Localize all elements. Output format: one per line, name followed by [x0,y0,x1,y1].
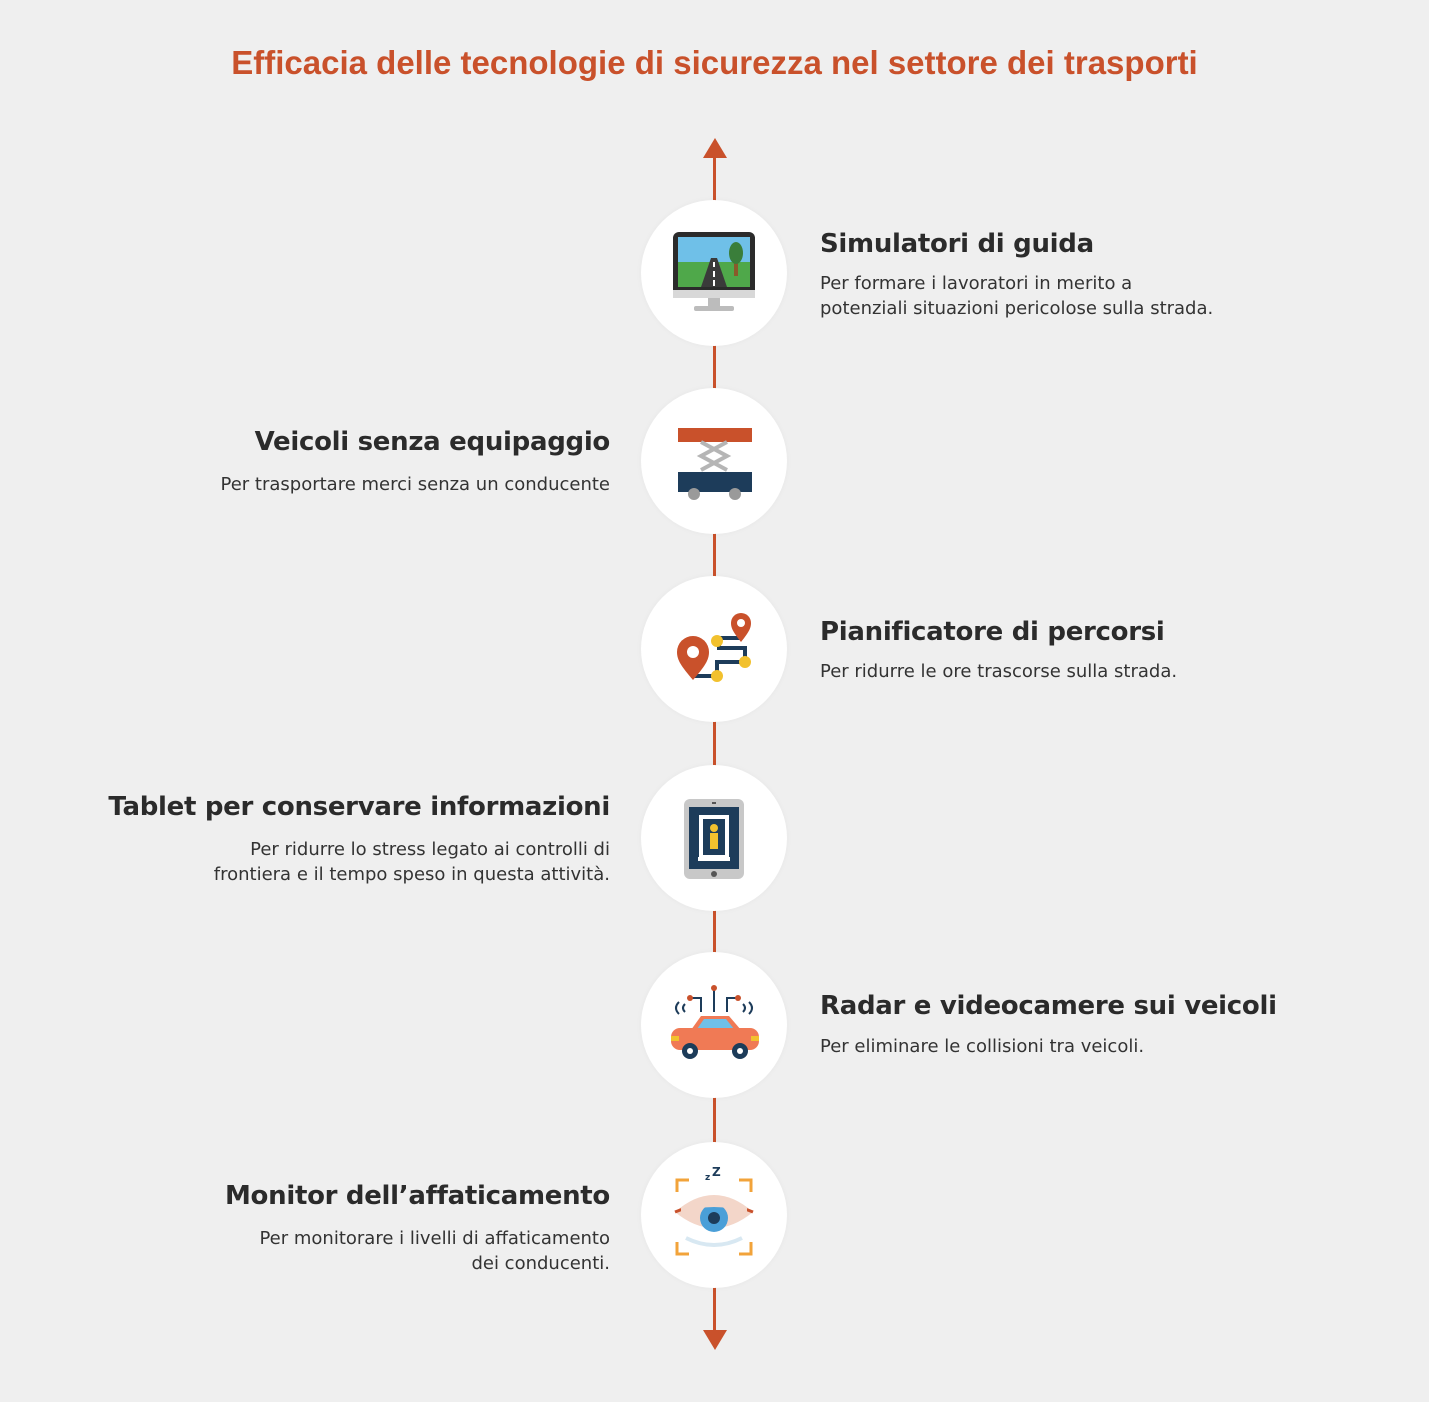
node-unmanned-vehicle [641,388,787,534]
item-description-line: frontiera e il tempo speso in questa attività. [213,864,610,885]
node-driving-simulator [641,200,787,346]
arrow-down-icon [703,1330,727,1350]
item-description-line: Per eliminare le collisioni tra veicoli. [820,1036,1145,1057]
node-fatigue-monitor [641,1142,787,1288]
unmanned-scissor-lift-vehicle-icon [641,388,787,534]
item-description [221,472,611,497]
route-planner-map-pins-icon [641,576,787,722]
node-route-planner [641,576,787,722]
svg-text:z: z [705,1173,711,1183]
item-description-line: Per trasportare merci senza un conducente [220,474,610,495]
sleepy-eye-fatigue-icon [641,1142,787,1288]
car-radar-sensors-icon [641,952,787,1098]
tablet-body-scanner-icon [641,765,787,911]
item-description-line: Per ridurre le ore trascorse sulla strada. [820,661,1178,682]
item-title: Simulatori di guida [820,229,1094,259]
item-description [259,1226,610,1276]
driving-simulator-monitor-icon [641,200,787,346]
item-description-line: Per monitorare i livelli di affaticamento [259,1228,610,1249]
node-radar-cameras [641,952,787,1098]
item-title: Veicoli senza equipaggio [254,427,610,457]
item-description-line: dei conducenti. [471,1253,610,1274]
node-tablet [641,765,787,911]
page-title: Efficacia delle tecnologie di sicurezza nel settore dei trasporti [231,44,1198,81]
item-description [820,1034,1144,1059]
item-title: Radar e videocamere sui veicoli [820,991,1277,1021]
item-description [214,837,610,887]
item-description-line: potenziali situazioni pericolose sulla strada. [820,298,1214,319]
item-title: Pianificatore di percorsi [820,617,1165,647]
item-title: Monitor dell’affaticamento [224,1181,610,1211]
item-description-line: Per formare i lavoratori in merito a [820,273,1133,294]
item-description-line: Per ridurre lo stress legato ai controlli di [250,839,610,860]
item-description [820,659,1177,684]
arrow-up-icon [703,138,727,158]
svg-text:Z: Z [712,1165,721,1179]
item-title: Tablet per conservare informazioni [108,792,610,822]
item-description [820,271,1213,321]
